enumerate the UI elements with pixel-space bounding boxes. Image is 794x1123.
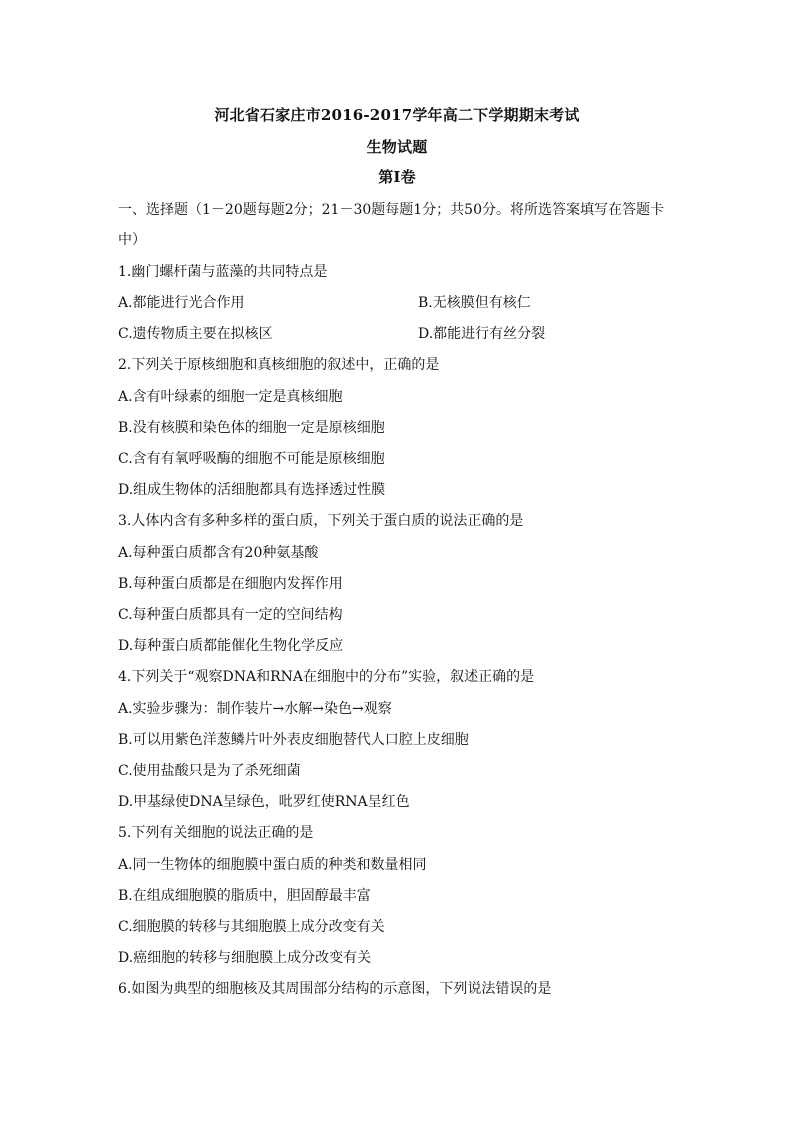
- option-b: B.可以用紫色洋葱鳞片叶外表皮细胞替代人口腔上皮细胞: [118, 732, 469, 748]
- section-heading: 一、选择题（1－20题每题2分；21－30题每题1分；共50分。将所选答案填写在答题卡: [118, 202, 664, 218]
- subject-title: 生物试题: [366, 138, 428, 156]
- question-stem: 1.幽门螺杆菌与蓝藻的共同特点是: [118, 264, 328, 280]
- option-d: D.组成生物体的活细胞都具有选择透过性膜: [118, 482, 386, 498]
- option-d: D.都能进行有丝分裂: [418, 326, 546, 342]
- option-c: C.遗传物质主要在拟核区: [118, 326, 273, 342]
- option-b: B.无核膜但有核仁: [418, 295, 531, 311]
- option-c: C.含有有氧呼吸酶的细胞不可能是原核细胞: [118, 451, 385, 467]
- volume-title: 第Ⅰ卷: [378, 168, 416, 186]
- option-d: D.每种蛋白质都能催化生物化学反应: [118, 638, 344, 654]
- question-stem: 5.下列有关细胞的说法正确的是: [118, 825, 314, 841]
- question-stem: 2.下列关于原核细胞和真核细胞的叙述中，正确的是: [118, 357, 440, 373]
- option-a: A.同一生物体的细胞膜中蛋白质的种类和数量相同: [118, 857, 427, 873]
- question-stem: 3.人体内含有多种多样的蛋白质，下列关于蛋白质的说法正确的是: [118, 513, 524, 529]
- option-b: B.每种蛋白质都是在细胞内发挥作用: [118, 576, 343, 592]
- question-stem: 6.如图为典型的细胞核及其周围部分结构的示意图，下列说法错误的是: [118, 981, 552, 997]
- exam-title: 河北省石家庄市2016-2017学年高二下学期期末考试: [214, 106, 580, 124]
- option-row: [118, 323, 698, 343]
- question-stem: 4.下列关于“观察DNA和RNA在细胞中的分布”实验，叙述正确的是: [118, 669, 535, 685]
- option-b: B.在组成细胞膜的脂质中，胆固醇最丰富: [118, 888, 371, 904]
- section-heading-cont: 中）: [118, 232, 146, 248]
- option-a: A.每种蛋白质都含有20种氨基酸: [118, 545, 319, 561]
- option-a: A.含有叶绿素的细胞一定是真核细胞: [118, 389, 343, 405]
- option-a: A.实验步骤为：制作装片→水解→染色→观察: [118, 701, 392, 717]
- option-row: [118, 292, 698, 312]
- option-d: D.甲基绿使DNA呈绿色，吡罗红使RNA呈红色: [118, 794, 410, 810]
- option-c: C.每种蛋白质都具有一定的空间结构: [118, 607, 343, 623]
- option-b: B.没有核膜和染色体的细胞一定是原核细胞: [118, 420, 385, 436]
- option-c: C.细胞膜的转移与其细胞膜上成分改变有关: [118, 919, 385, 935]
- option-a: A.都能进行光合作用: [118, 295, 245, 311]
- option-c: C.使用盐酸只是为了杀死细菌: [118, 763, 301, 779]
- option-d: D.癌细胞的转移与细胞膜上成分改变有关: [118, 950, 372, 966]
